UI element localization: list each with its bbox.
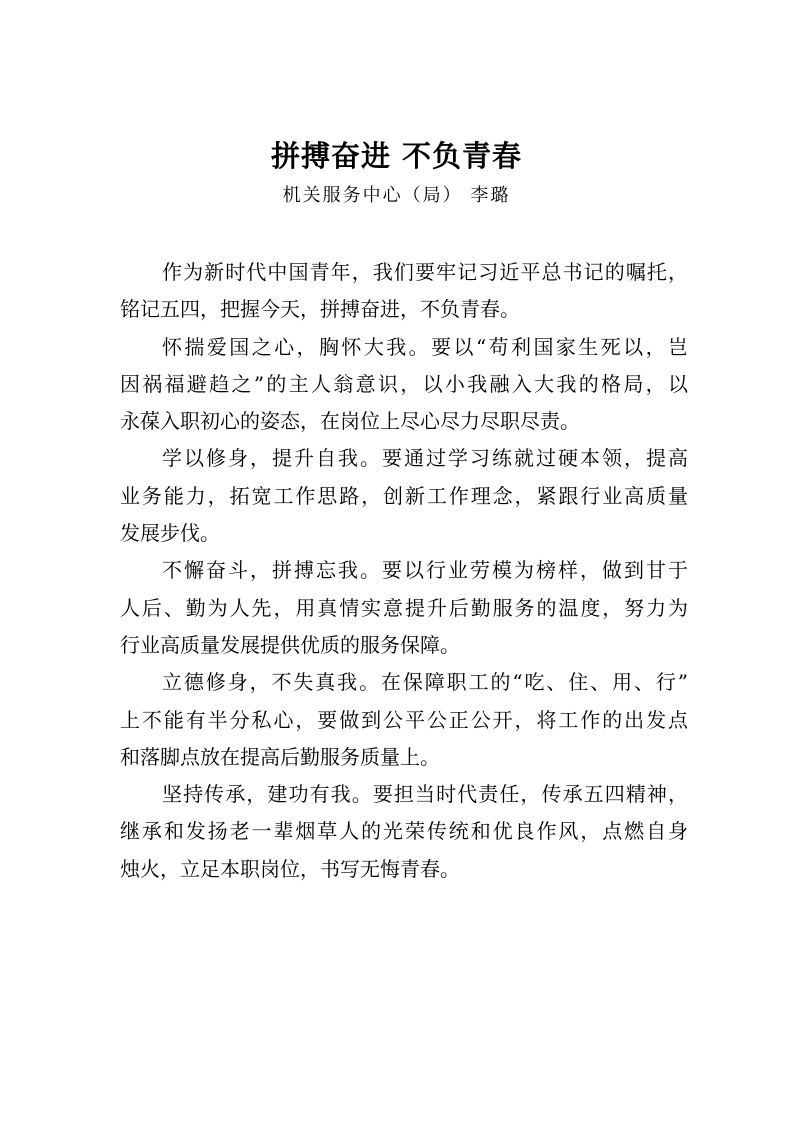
paragraph-line: 因祸福避趋之”的主人翁意识，以小我融入大我的格局，以	[120, 371, 688, 396]
paragraph	[120, 440, 688, 552]
paragraph-line: 立德修身，不失真我。在保障职工的“吃、住、用、行”	[162, 670, 688, 695]
paragraph	[120, 776, 688, 888]
paragraph-line: 继承和发扬老一辈烟草人的光荣传统和优良作风，点燃自身	[120, 819, 688, 844]
paragraph-line: 铭记五四，把握今天，拼搏奋进，不负青春。	[120, 297, 520, 322]
paragraph-line: 业务能力，拓宽工作思路，创新工作理念，紧跟行业高质量	[120, 483, 688, 508]
paragraph	[120, 329, 688, 441]
paragraph-line: 不懈奋斗，拼搏忘我。要以行业劳模为榜样，做到甘于	[162, 558, 688, 583]
paragraph-line: 学以修身，提升自我。要通过学习练就过硬本领，提高	[162, 446, 688, 471]
paragraph-line: 和落脚点放在提高后勤服务质量上。	[120, 744, 440, 769]
paragraph-line: 坚持传承，建功有我。要担当时代责任，传承五四精神，	[162, 782, 688, 807]
paragraph-line: 怀揣爱国之心，胸怀大我。要以“苟利国家生死以，岂	[162, 334, 688, 359]
paragraph	[120, 254, 688, 329]
paragraph-line: 发展步伐。	[120, 521, 220, 546]
paragraph-line: 烛火，立足本职岗位，书写无悔青春。	[120, 856, 460, 881]
paragraph	[120, 664, 688, 776]
document-body	[120, 254, 688, 888]
paragraph-line: 上不能有半分私心，要做到公平公正公开，将工作的出发点	[120, 707, 688, 732]
paragraph-line: 人后、勤为人先，用真情实意提升后勤服务的温度，努力为	[120, 595, 688, 620]
paragraph	[120, 552, 688, 664]
paragraph-line: 永葆入职初心的姿态，在岗位上尽心尽力尽职尽责。	[120, 409, 580, 434]
document-title: 拼搏奋进 不负青春	[270, 139, 523, 173]
author-byline: 机关服务中心（局） 李璐	[282, 185, 511, 206]
paragraph-line: 作为新时代中国青年，我们要牢记习近平总书记的嘱托，	[162, 260, 688, 284]
paragraph-line: 行业高质量发展提供优质的服务保障。	[120, 632, 460, 657]
